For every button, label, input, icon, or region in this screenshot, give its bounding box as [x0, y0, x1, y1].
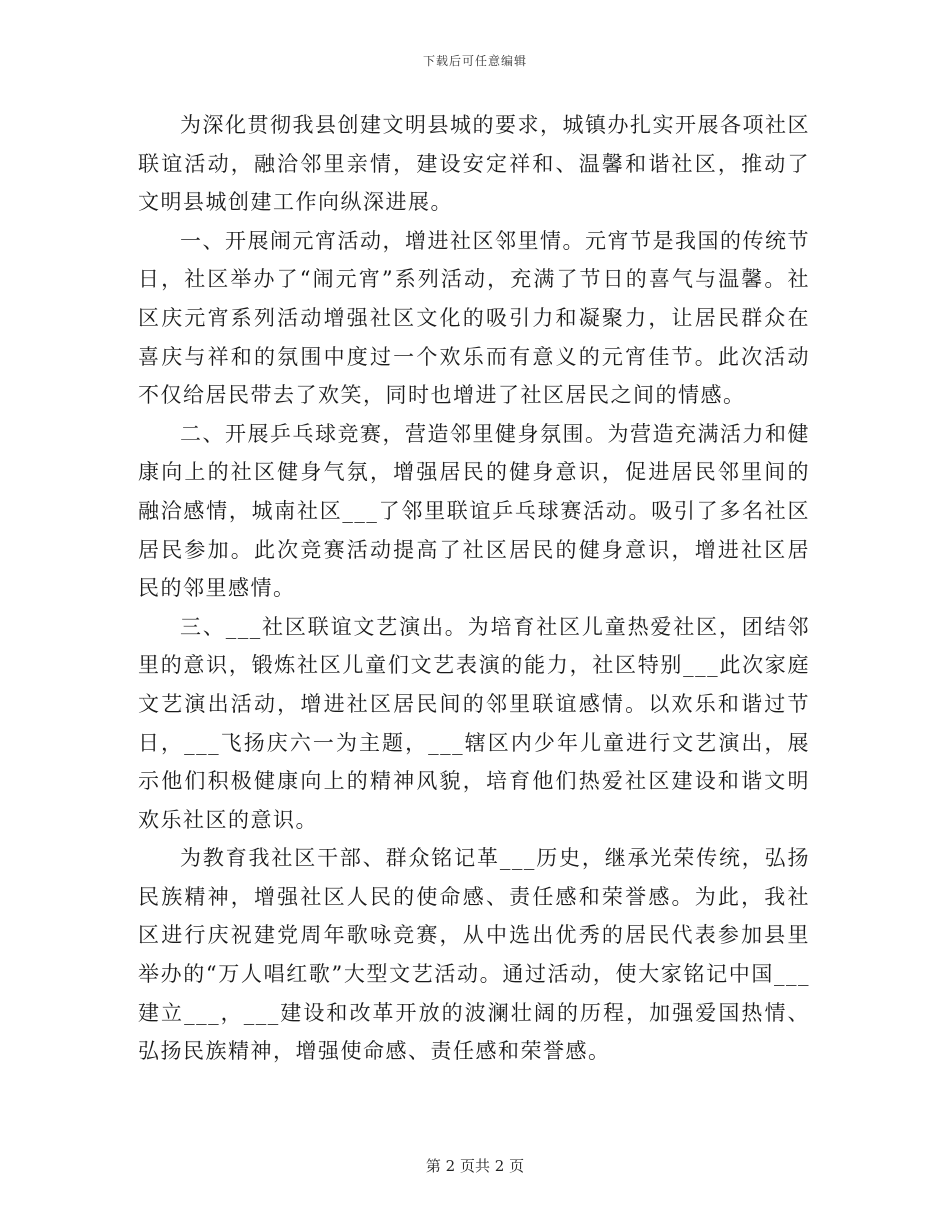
page-header-note: 下载后可任意编辑 [422, 54, 527, 68]
page-number: 第 2 页共 2 页 [425, 1157, 525, 1175]
paragraph-table-tennis: 二、开展乒乓球竞赛，营造邻里健身氛围。为营造充满活力和健康向上的社区健身气氛，增强居民的健身意识，促进居民邻里间的融洽感情，城南社区___了邻里联谊乒乓球赛活动。吸引了多名社区居民参加。此次竞赛活动提高了社区居民的健身意识，增进社区居民的邻里感情。 [138, 421, 810, 601]
paragraph-lantern-festival: 一、开展闹元宵活动，增进社区邻里情。元宵节是我国的传统节日，社区举办了“闹元宵”系列活动，充满了节日的喜气与温馨。社区庆元宵系列活动增强社区文化的吸引力和凝聚力，让居民群众在喜庆与祥和的氛围中度过一个欢乐而有意义的元宵佳节。此次活动不仅给居民带去了欢笑，同时也增进了社区居民之间的情感。 [138, 228, 810, 408]
paragraph-art-performance: 三、___社区联谊文艺演出。为培育社区儿童热爱社区，团结邻里的意识，锻炼社区儿童们文艺表演的能力，社区特别___此次家庭文艺演出活动，增进社区居民间的邻里联谊感情。以欢乐和谐过节日，___飞扬庆六一为主题，___辖区内少年儿童进行文艺演出，展示他们积极健康向上的精神风貌，培育他们热爱社区建设和谐文明欢乐社区的意识。 [138, 614, 810, 832]
document-body [138, 106, 810, 1071]
paragraph-red-song: 为教育我社区干部、群众铭记革___历史，继承光荣传统，弘扬民族精神，增强社区人民的使命感、责任感和荣誉感。为此，我社区进行庆祝建党周年歌咏竞赛，从中选出优秀的居民代表参加县里举办的“万人唱红歌”大型文艺活动。通过活动，使大家铭记中国___建立___，___建设和改革开放的波澜壮阔的历程，加强爱国热情、弘扬民族精神，增强使命感、责任感和荣誉感。 [138, 846, 810, 1064]
paragraph-intro: 为深化贯彻我县创建文明县城的要求，城镇办扎实开展各项社区联谊活动，融洽邻里亲情，建设安定祥和、温馨和谐社区，推动了文明县城创建工作向纵深进展。 [138, 113, 810, 215]
